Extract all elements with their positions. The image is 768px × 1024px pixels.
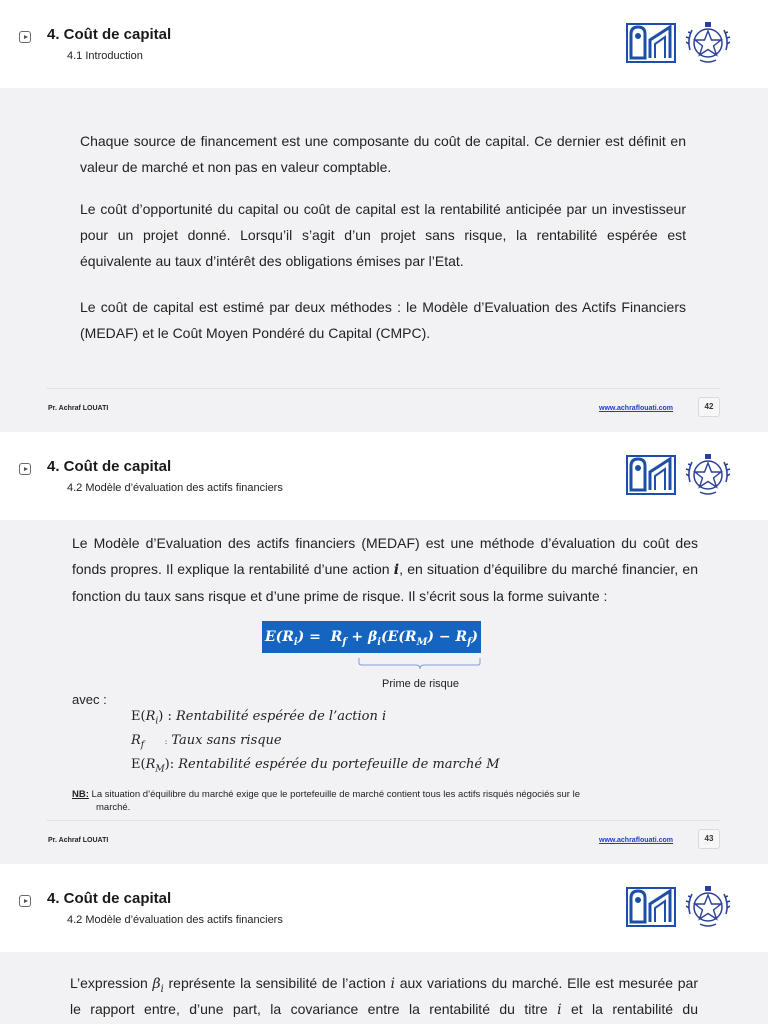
page-number: 43: [698, 829, 720, 849]
footer-divider: [46, 388, 720, 389]
slide-header: [0, 0, 768, 88]
author-name: Pr. Achraf LOUATI: [48, 837, 109, 844]
emblem-logo-icon: [683, 884, 733, 930]
play-icon[interactable]: [19, 31, 31, 43]
paragraph: Chaque source de financement est une composante du coût de capital. Ce dernier est définit en valeur de marché et non pas en valeur comptable.: [80, 133, 686, 175]
paragraph: le rapport entre, d’une part, la covariance entre la rentabilité du titre i et la rentabilité du: [70, 1001, 698, 1018]
slide-header: [0, 864, 768, 952]
slide-subtitle: 4.1 Introduction: [67, 50, 143, 62]
play-icon[interactable]: [19, 895, 31, 907]
brace-icon: [358, 657, 482, 671]
slide-subtitle: 4.2 Modèle d’évaluation des actifs financiers: [67, 914, 283, 926]
paragraph: Le coût de capital est estimé par deux méthodes : le Modèle d’Evaluation des Actifs Financiers (MEDAF) et le Coût Moyen Pondéré du Capital (CMPC).: [80, 299, 686, 341]
medaf-formula: $E(R_i) = R_f + \beta_i(E(R_M) - R_f)$: [262, 621, 481, 653]
nb-note: NB: La situation d’équilibre du marché exige que le portefeuille de marché contient tous les actifs risqués négociés sur le marché.: [72, 789, 581, 813]
slide-subtitle: 4.2 Modèle d’évaluation des actifs financiers: [67, 482, 283, 494]
avec-label: avec :: [72, 692, 107, 707]
paragraph: Le coût d’opportunité du capital ou coût de capital est la rentabilité anticipée par un investisseur pour un projet donné. Lorsqu’il s’agit d’un projet sans risque, la rentabilité espérée est équivalente au taux d’intérêt des obligations émises par l’Etat.: [80, 201, 686, 269]
university-logo-icon: [626, 22, 676, 64]
footer-divider: [46, 820, 720, 821]
definition-row: $R_f$ : Taux sans risque: [131, 733, 282, 751]
slide-header: [0, 432, 768, 520]
paragraph: Le Modèle d’Evaluation des actifs financiers (MEDAF) est une méthode d’évaluation du coût des fonds propres. Il explique la rentabilité d’une action i, en situation d’équilibre du marché financier, en fonction du taux sans risque et d’une prime de risque. Il s’écrit sous la forme suivante :: [72, 535, 699, 604]
emblem-logo-icon: [683, 20, 733, 66]
emblem-logo-icon: [683, 452, 733, 498]
definition-row: $E(R_i)$ : Rentabilité espérée de l’action i: [131, 709, 387, 727]
slide-title: 4. Coût de capital: [47, 458, 172, 475]
brace-label: Prime de risque: [382, 678, 460, 690]
slide-title: 4. Coût de capital: [47, 26, 172, 43]
slide-title: 4. Coût de capital: [47, 890, 172, 907]
author-name: Pr. Achraf LOUATI: [48, 405, 109, 412]
website-link[interactable]: www.achraflouati.com: [599, 837, 674, 844]
definition-row: $E(R_M)$: Rentabilité espérée du portefeuille de marché M: [131, 757, 500, 775]
university-logo-icon: [626, 886, 676, 928]
play-icon[interactable]: [19, 463, 31, 475]
university-logo-icon: [626, 454, 676, 496]
page-number: 42: [698, 397, 720, 417]
website-link[interactable]: www.achraflouati.com: [599, 405, 674, 412]
paragraph: L’expression $\beta_i$ représente la sensibilité de l’action i aux variations du marché. Elle est mesurée par: [70, 975, 699, 995]
